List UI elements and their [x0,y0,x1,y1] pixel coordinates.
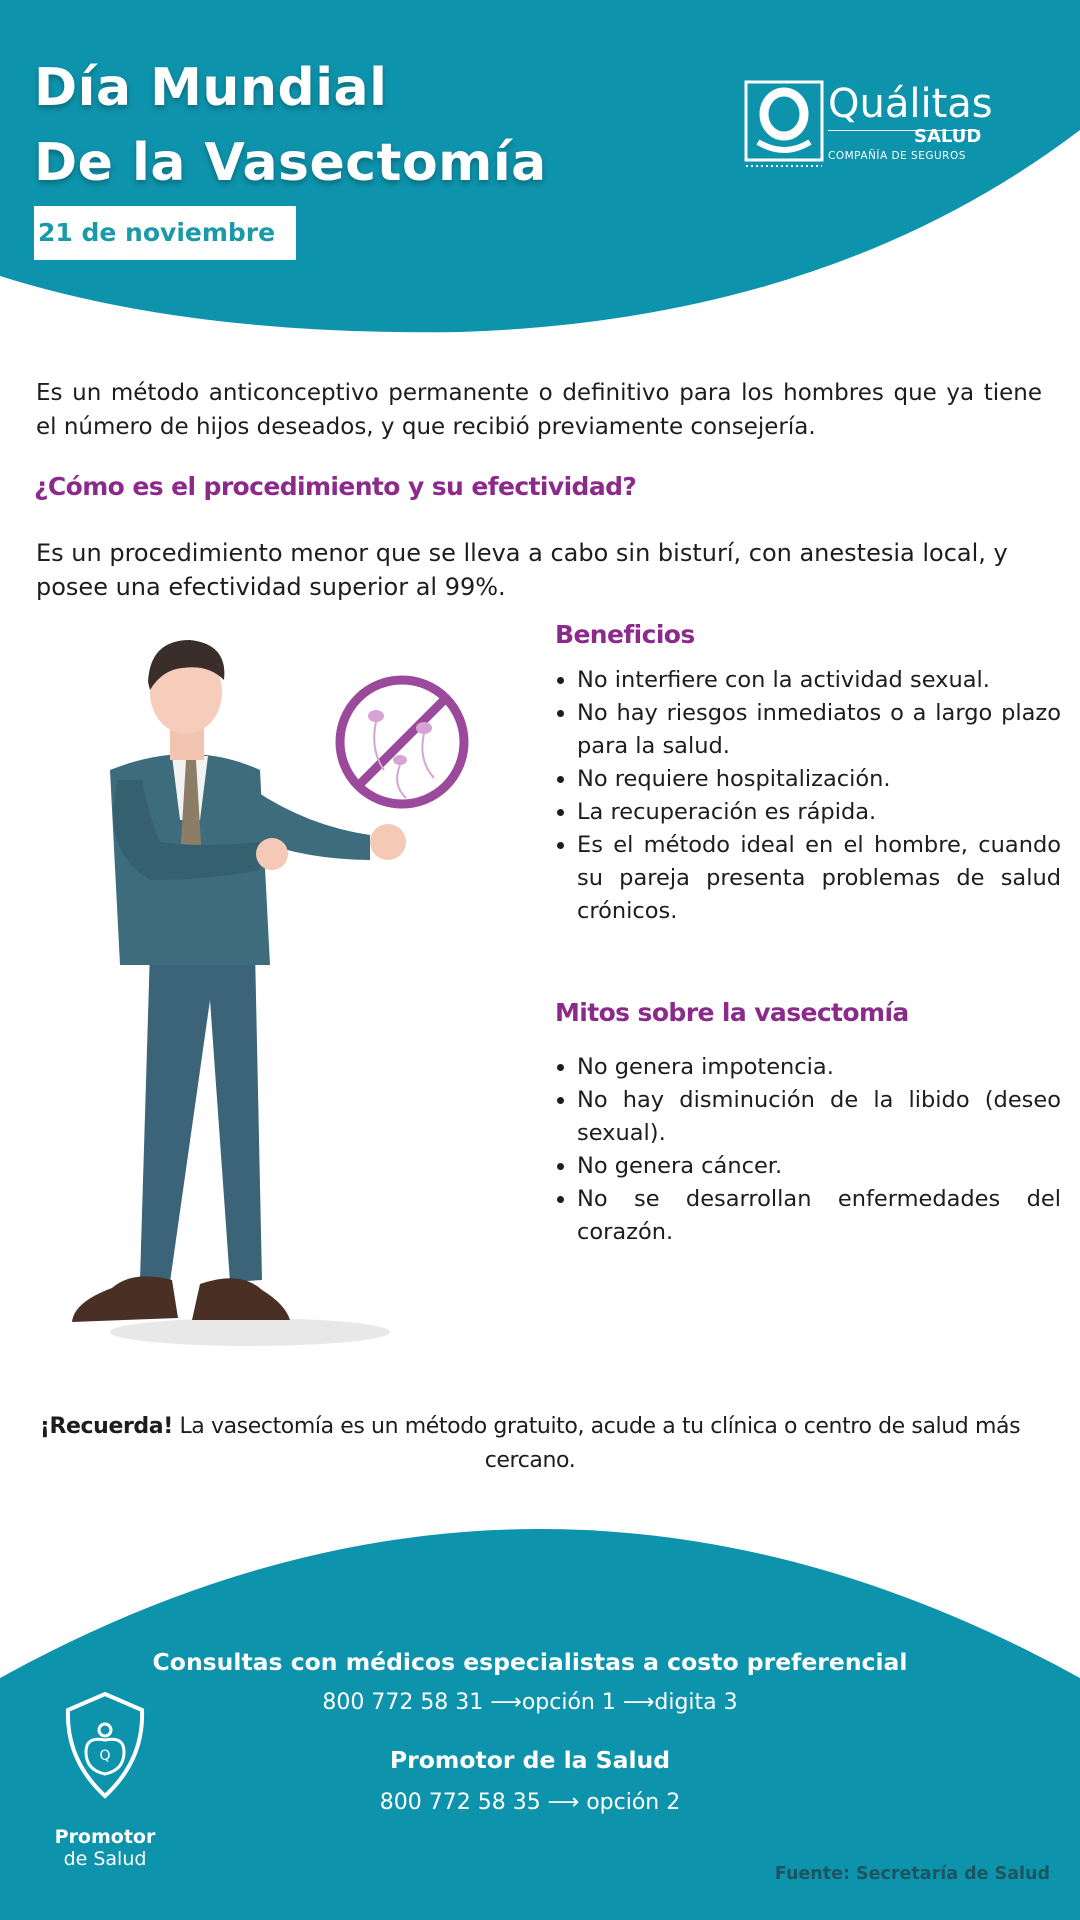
no-sperm-icon [340,680,464,804]
procedure-heading: ¿Cómo es el procedimiento y su efectividad? [34,472,637,501]
benefits-heading: Beneficios [555,620,695,649]
reminder-lead: ¡Recuerda! [39,1414,173,1439]
date-badge: 21 de noviembre [34,206,296,260]
shield-icon [62,1690,148,1802]
myths-list [555,1051,1061,1249]
benefits-item: • No hay riesgos inmediatos o a largo plazo para la salud. [577,697,1061,763]
page-title-line2: De la Vasectomía [34,133,547,193]
man-pointing-illustration [40,620,500,1360]
benefits-item: • No interfiere con la actividad sexual. [577,664,1061,697]
benefits-list [555,664,1061,928]
page-title-line1: Día Mundial [34,58,388,118]
logo-brand: Quálitas [828,81,993,127]
reminder-text [30,1410,1030,1478]
myths-heading: Mitos sobre la vasectomía [555,998,909,1027]
myths-item: • No hay disminución de la libido (deseo sexual). [577,1084,1061,1150]
intro-paragraph: Es un método anticonceptivo permanente o definitivo para los hombres que ya tiene el número de hijos deseados, y que recibió previamente consejería. [36,380,1042,440]
promotor-label-line1: Promotor [54,1826,156,1848]
consult-title: Consultas con médicos especialistas a costo preferencial [152,1648,908,1676]
logo-tagline: COMPAÑÍA DE SEGUROS [828,150,966,162]
reminder-body: La vasectomía es un método gratuito, acude a tu clínica o centro de salud más cercano. [179,1414,1021,1473]
qualitas-logo [744,80,994,170]
promotor-title: Promotor de la Salud [389,1746,671,1774]
myths-item: • No genera cáncer. [577,1150,1061,1183]
svg-text:Q: Q [99,1748,111,1764]
myths-item: • No genera impotencia. [577,1051,1061,1084]
qualitas-q-emblem [744,80,824,168]
promotor-phone[interactable]: 800 772 58 35 ⟶ opción 2 [379,1790,681,1815]
procedure-paragraph: Es un procedimiento menor que se lleva a cabo sin bisturí, con anestesia local, y posee una efectividad superior al 99%. [36,539,1008,601]
benefits-item: • No requiere hospitalización. [577,763,1061,796]
benefits-item: • La recuperación es rápida. [577,796,1061,829]
consult-phone[interactable]: 800 772 58 31 ⟶opción 1 ⟶digita 3 [322,1690,738,1715]
myths-item: • No se desarrollan enfermedades del corazón. [577,1183,1061,1249]
source-note: Fuente: Secretaría de Salud [774,1864,1050,1884]
promotor-label-line2: de Salud [63,1848,147,1870]
logo-sub: SALUD [914,126,982,147]
benefits-item: • Es el método ideal en el hombre, cuando su pareja presenta problemas de salud crónicos. [577,829,1061,928]
